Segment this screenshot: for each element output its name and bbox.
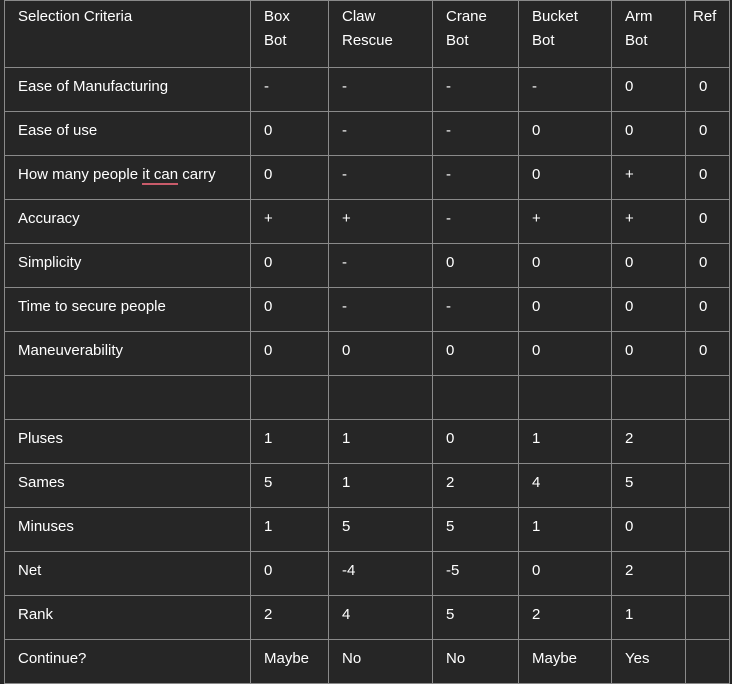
- summary-value-cell[interactable]: Maybe: [251, 640, 329, 684]
- table-row: [5, 112, 730, 156]
- table-row: [5, 244, 730, 288]
- summary-value-cell[interactable]: 5: [433, 596, 519, 640]
- summary-value-cell[interactable]: 1: [251, 508, 329, 552]
- value-cell[interactable]: 0: [251, 288, 329, 332]
- value-cell[interactable]: 0: [686, 244, 730, 288]
- summary-row: [5, 420, 730, 464]
- header-crane-bot[interactable]: Crane Bot: [433, 1, 519, 68]
- value-cell[interactable]: 0: [251, 244, 329, 288]
- value-cell[interactable]: -: [329, 112, 433, 156]
- decision-matrix-table: [4, 0, 730, 684]
- header-arm-bot[interactable]: Arm Bot: [612, 1, 686, 68]
- header-selection-criteria[interactable]: Selection Criteria: [5, 1, 251, 68]
- summary-value-cell[interactable]: 0: [612, 508, 686, 552]
- value-cell[interactable]: -: [433, 200, 519, 244]
- value-cell[interactable]: 0: [686, 288, 730, 332]
- criteria-cell[interactable]: Time to secure people: [5, 288, 251, 332]
- table-row: [5, 68, 730, 112]
- value-cell[interactable]: -: [329, 244, 433, 288]
- summary-row: [5, 640, 730, 684]
- summary-value-cell[interactable]: 1: [329, 464, 433, 508]
- summary-value-cell[interactable]: 5: [251, 464, 329, 508]
- header-claw-rescue[interactable]: Claw Rescue: [329, 1, 433, 68]
- summary-value-cell[interactable]: 1: [251, 420, 329, 464]
- summary-value-cell[interactable]: 4: [519, 464, 612, 508]
- summary-value-cell[interactable]: [686, 640, 730, 684]
- summary-row: [5, 464, 730, 508]
- value-cell[interactable]: 0: [519, 288, 612, 332]
- empty-cell[interactable]: [433, 376, 519, 420]
- header-box-bot[interactable]: Box Bot: [251, 1, 329, 68]
- summary-value-cell[interactable]: [686, 464, 730, 508]
- value-cell[interactable]: 0: [612, 68, 686, 112]
- value-cell[interactable]: +: [251, 200, 329, 244]
- summary-label-cell[interactable]: Sames: [5, 464, 251, 508]
- value-cell[interactable]: 0: [612, 112, 686, 156]
- summary-value-cell[interactable]: 0: [519, 552, 612, 596]
- empty-cell[interactable]: [686, 376, 730, 420]
- summary-row: [5, 508, 730, 552]
- value-cell[interactable]: 0: [612, 244, 686, 288]
- summary-value-cell[interactable]: Maybe: [519, 640, 612, 684]
- summary-value-cell[interactable]: 1: [612, 596, 686, 640]
- summary-value-cell[interactable]: 1: [519, 420, 612, 464]
- table-row: [5, 200, 730, 244]
- summary-label-cell[interactable]: Net: [5, 552, 251, 596]
- value-cell[interactable]: 0: [519, 156, 612, 200]
- summary-value-cell[interactable]: 1: [329, 420, 433, 464]
- criteria-cell[interactable]: Maneuverability: [5, 332, 251, 376]
- value-cell[interactable]: -: [251, 68, 329, 112]
- empty-cell[interactable]: [251, 376, 329, 420]
- value-cell[interactable]: 0: [686, 156, 730, 200]
- value-cell[interactable]: +: [519, 200, 612, 244]
- value-cell[interactable]: 0: [686, 332, 730, 376]
- empty-cell[interactable]: [519, 376, 612, 420]
- value-cell[interactable]: -: [329, 68, 433, 112]
- summary-value-cell[interactable]: 2: [519, 596, 612, 640]
- empty-cell[interactable]: [329, 376, 433, 420]
- summary-value-cell[interactable]: No: [433, 640, 519, 684]
- summary-value-cell[interactable]: No: [329, 640, 433, 684]
- summary-row: [5, 596, 730, 640]
- criteria-cell[interactable]: Ease of use: [5, 112, 251, 156]
- summary-value-cell[interactable]: 2: [433, 464, 519, 508]
- table-row: [5, 332, 730, 376]
- value-cell[interactable]: +: [612, 156, 686, 200]
- summary-value-cell[interactable]: [686, 552, 730, 596]
- summary-value-cell[interactable]: 2: [612, 420, 686, 464]
- value-cell[interactable]: -: [329, 156, 433, 200]
- summary-value-cell[interactable]: 5: [433, 508, 519, 552]
- value-cell[interactable]: 0: [519, 244, 612, 288]
- value-cell[interactable]: 0: [519, 332, 612, 376]
- summary-value-cell[interactable]: 5: [612, 464, 686, 508]
- value-cell[interactable]: -: [433, 156, 519, 200]
- empty-cell[interactable]: [5, 376, 251, 420]
- summary-label-cell[interactable]: Pluses: [5, 420, 251, 464]
- summary-value-cell[interactable]: [686, 596, 730, 640]
- summary-value-cell[interactable]: Yes: [612, 640, 686, 684]
- summary-value-cell[interactable]: 0: [433, 420, 519, 464]
- value-cell[interactable]: 0: [433, 244, 519, 288]
- summary-value-cell[interactable]: 5: [329, 508, 433, 552]
- criteria-cell[interactable]: How many people it can carry: [5, 156, 251, 200]
- value-cell[interactable]: 0: [612, 288, 686, 332]
- summary-value-cell[interactable]: 2: [251, 596, 329, 640]
- summary-label-cell[interactable]: Continue?: [5, 640, 251, 684]
- value-cell[interactable]: 0: [329, 332, 433, 376]
- value-cell[interactable]: 0: [433, 332, 519, 376]
- spellcheck-flagged-text: it can: [142, 166, 179, 183]
- value-cell[interactable]: 0: [251, 332, 329, 376]
- value-cell[interactable]: +: [329, 200, 433, 244]
- summary-value-cell[interactable]: [686, 508, 730, 552]
- value-cell[interactable]: 0: [519, 112, 612, 156]
- header-ref[interactable]: Ref: [686, 1, 730, 68]
- value-cell[interactable]: -: [433, 68, 519, 112]
- value-cell[interactable]: -: [433, 112, 519, 156]
- value-cell[interactable]: 0: [686, 112, 730, 156]
- summary-value-cell[interactable]: 0: [251, 552, 329, 596]
- value-cell[interactable]: -: [433, 288, 519, 332]
- summary-value-cell[interactable]: 4: [329, 596, 433, 640]
- value-cell[interactable]: 0: [612, 332, 686, 376]
- value-cell[interactable]: -: [519, 68, 612, 112]
- value-cell[interactable]: 0: [251, 112, 329, 156]
- summary-value-cell[interactable]: 2: [612, 552, 686, 596]
- summary-label-cell[interactable]: Rank: [5, 596, 251, 640]
- criteria-cell[interactable]: Simplicity: [5, 244, 251, 288]
- criteria-cell[interactable]: Accuracy: [5, 200, 251, 244]
- summary-value-cell[interactable]: -5: [433, 552, 519, 596]
- summary-value-cell[interactable]: -4: [329, 552, 433, 596]
- value-cell[interactable]: 0: [686, 68, 730, 112]
- table-row: [5, 156, 730, 200]
- header-bucket-bot[interactable]: Bucket Bot: [519, 1, 612, 68]
- summary-label-cell[interactable]: Minuses: [5, 508, 251, 552]
- summary-value-cell[interactable]: 1: [519, 508, 612, 552]
- empty-cell[interactable]: [612, 376, 686, 420]
- value-cell[interactable]: 0: [251, 156, 329, 200]
- value-cell[interactable]: +: [612, 200, 686, 244]
- value-cell[interactable]: 0: [686, 200, 730, 244]
- value-cell[interactable]: -: [329, 288, 433, 332]
- blank-row: [5, 376, 730, 420]
- criteria-cell[interactable]: Ease of Manufacturing: [5, 68, 251, 112]
- table-row: [5, 288, 730, 332]
- header-row: [5, 1, 730, 68]
- summary-value-cell[interactable]: [686, 420, 730, 464]
- summary-row: [5, 552, 730, 596]
